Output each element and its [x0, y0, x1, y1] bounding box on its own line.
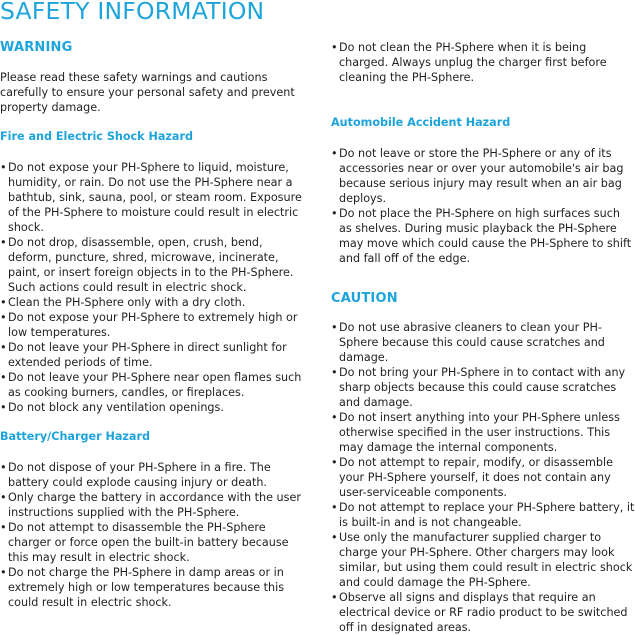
list-item: • Do not attempt to replace your PH-Sphere battery, it is built-in and is not changeable. [331, 500, 635, 530]
list-item: • Do not block any ventilation openings. [0, 400, 308, 415]
list-item: • Do not insert anything into your PH-Sphere unless otherwise specified in the user instructions. This may damage the internal components. [331, 410, 635, 455]
list-item: • Do not drop, disassemble, open, crush, bend, deform, puncture, shred, microwave, incinerate, paint, or insert foreign objects in to the PH-Sphere. Such actions could result in electric shock. [0, 235, 308, 295]
caution-list [331, 320, 635, 635]
list-item: • Observe all signs and displays that require an electrical device or RF radio product to be switched off in designated areas. [331, 590, 635, 635]
battery-continued-list [331, 40, 635, 85]
auto-list [331, 146, 635, 266]
page-title: SAFETY INFORMATION [0, 0, 265, 25]
list-item: • Do not leave your PH-Sphere near open flames such as cooking burners, candles, or fireplaces. [0, 370, 308, 400]
list-item: • Only charge the battery in accordance with the user instructions supplied with the PH-Sphere. [0, 490, 308, 520]
list-item: • Do not expose your PH-Sphere to liquid, moisture, humidity, or rain. Do not use the PH-Sphere near a bathtub, sink, sauna, pool, or steam room. Exposure of the PH-Sphere to moisture could result in electric shock. [0, 160, 308, 235]
auto-heading: Automobile Accident Hazard [331, 116, 511, 129]
list-item: • Do not attempt to repair, modify, or disassemble your PH-Sphere yourself, it does not contain any user-serviceable components. [331, 455, 635, 500]
list-item: • Clean the PH-Sphere only with a dry cloth. [0, 295, 308, 310]
warning-heading: WARNING [0, 40, 73, 55]
list-item: • Do not leave your PH-Sphere in direct sunlight for extended periods of time. [0, 340, 308, 370]
caution-heading: CAUTION [331, 291, 398, 306]
list-item: • Do not attempt to disassemble the PH-Sphere charger or force open the built-in battery because this may result in electric shock. [0, 520, 308, 565]
list-item: • Do not dispose of your PH-Sphere in a fire. The battery could explode causing injury or death. [0, 460, 308, 490]
fire-shock-list [0, 160, 308, 415]
list-item: • Do not leave or store the PH-Sphere or any of its accessories near or over your automobile's air bag because serious injury may result when an air bag deploys. [331, 146, 635, 206]
list-item: • Do not bring your PH-Sphere in to contact with any sharp objects because this could cause scratches and damage. [331, 365, 635, 410]
fire-shock-heading: Fire and Electric Shock Hazard [0, 130, 193, 143]
battery-list [0, 460, 308, 610]
battery-heading: Battery/Charger Hazard [0, 430, 151, 443]
list-item: • Use only the manufacturer supplied charger to charge your PH-Sphere. Other chargers may look similar, but using them could result in electric shock and could damage the PH-Sphere. [331, 530, 635, 590]
list-item: • Do not charge the PH-Sphere in damp areas or in extremely high or low temperatures because this could result in electric shock. [0, 565, 308, 610]
list-item: • Do not use abrasive cleaners to clean your PH-Sphere because this could cause scratches and damage. [331, 320, 635, 365]
list-item: • Do not expose your PH-Sphere to extremely high or low temperatures. [0, 310, 308, 340]
list-item: • Do not place the PH-Sphere on high surfaces such as shelves. During music playback the PH-Sphere may move which could cause the PH-Sphere to shift and fall off of the edge. [331, 206, 635, 266]
list-item: • Do not clean the PH-Sphere when it is being charged. Always unplug the charger first before cleaning the PH-Sphere. [331, 40, 635, 85]
intro-paragraph: Please read these safety warnings and cautions carefully to ensure your personal safety and prevent property damage. [0, 71, 295, 114]
